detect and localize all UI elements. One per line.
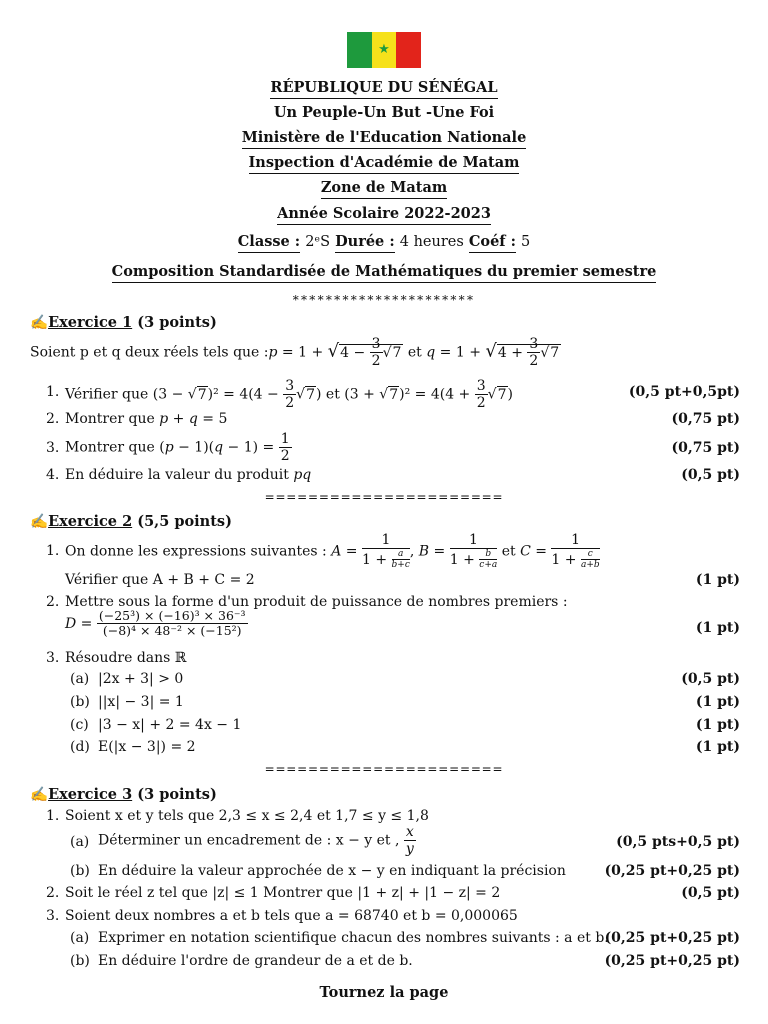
ex2-3c-text: |3 − x| + 2 = 4x − 1 bbox=[98, 717, 242, 733]
pen-icon: ✍ bbox=[30, 315, 49, 331]
ex1-item1-num: 1. bbox=[46, 384, 60, 400]
ex3-1b-label: (b) bbox=[70, 863, 90, 879]
ex2-item1-verify: Vérifier que A + B + C = 2 bbox=[65, 572, 255, 588]
senegal-flag-icon bbox=[347, 32, 421, 68]
ex3-item1-text: Soient x et y tels que 2,3 ≤ x ≤ 2,4 et 1,7 ≤ y ≤ 1,8 bbox=[65, 808, 429, 824]
ex1-item1-text: Vérifier que (3 − √7)² = 4(4 − $\frac{3}{2}$ √7) et (3 + √7)² = 4(4 + $\frac{3}{2}$ √7) bbox=[65, 378, 513, 412]
ex2-3a-pts: (0,5 pt) bbox=[681, 671, 740, 687]
ex3-1a-label: (a) bbox=[70, 834, 90, 850]
ex3-label: Exercice 3 bbox=[48, 786, 133, 803]
ex1-label: Exercice 1 bbox=[48, 314, 133, 331]
ex2-item1-num: 1. bbox=[46, 543, 60, 559]
ex1-item3-text: Montrer que (p − 1)(q − 1) = $\frac{1}{2}$ bbox=[65, 431, 290, 465]
ex1-item3-num: 3. bbox=[46, 440, 60, 456]
ex3-1a-pts: (0,5 pts+0,5 pt) bbox=[616, 834, 740, 850]
ex3-3b-text: En déduire l'ordre de grandeur de a et de b. bbox=[98, 953, 413, 969]
annee-heading: Année Scolaire 2022-2023 bbox=[277, 205, 491, 225]
ex2-item2-num: 2. bbox=[46, 594, 60, 610]
ex2-item3-text: Résoudre dans ℝ bbox=[65, 650, 187, 666]
ex1-item3-pts: (0,75 pt) bbox=[671, 440, 740, 456]
coef-label: Coéf : bbox=[469, 233, 516, 253]
ex3-3a-pts: (0,25 pt+0,25 pt) bbox=[604, 930, 740, 946]
ex2-3c-label: (c) bbox=[70, 717, 89, 733]
ministere-heading: Ministère de l'Education Nationale bbox=[242, 129, 527, 149]
ex1-item4-pts: (0,5 pt) bbox=[681, 467, 740, 483]
inspection-heading: Inspection d'Académie de Matam bbox=[249, 154, 520, 174]
ex1-intro: Soient p et q deux réels tels que :p = 1 + √4 − $\frac{3}{2}$ √7 et q = 1 + √4 + $\frac{3}{2}$ √7 bbox=[30, 336, 560, 370]
zone-heading: Zone de Matam bbox=[321, 179, 447, 199]
ex1-item1-pts: (0,5 pt+0,5pt) bbox=[628, 384, 740, 400]
ex3-3a-label: (a) bbox=[70, 930, 90, 946]
ex3-item3-text: Soient deux nombres a et b tels que a = 68740 et b = 0,000065 bbox=[65, 908, 518, 924]
pen-icon: ✍ bbox=[30, 514, 49, 530]
ex1-title bbox=[30, 314, 217, 331]
ex3-item2-num: 2. bbox=[46, 885, 60, 901]
ex2-points: (5,5 points) bbox=[137, 513, 232, 530]
ex2-item1-text: On donne les expressions suivantes : A = 1 1 + $\frac{a}{b+c}$ , B = 1 1 + $\frac{b}{c+a}$ et C = 1 1 + $\frac{c}{a+b}$ bbox=[65, 532, 600, 571]
ex2-3a-text: |2x + 3| > 0 bbox=[98, 671, 184, 687]
ex1-item4-num: 4. bbox=[46, 467, 60, 483]
separator-2: ====================== bbox=[264, 762, 504, 776]
ex2-3b-text: ||x| − 3| = 1 bbox=[98, 694, 184, 710]
exam-info bbox=[0, 233, 768, 250]
ex3-item2-text: Soit le réel z tel que |z| ≤ 1 Montrer que |1 + z| + |1 − z| = 2 bbox=[65, 885, 501, 901]
ex3-3b-label: (b) bbox=[70, 953, 90, 969]
ex2-label: Exercice 2 bbox=[48, 513, 133, 530]
duree-value: 4 heures bbox=[399, 234, 464, 250]
ex3-1a-text: Déterminer un encadrement de : x − y et , $\frac{x}{y}$ bbox=[98, 824, 414, 858]
ex2-3d-text: E(|x − 3|) = 2 bbox=[98, 739, 196, 755]
pen-icon: ✍ bbox=[30, 787, 49, 803]
ex3-item2-pts: (0,5 pt) bbox=[681, 885, 740, 901]
ex2-item3-num: 3. bbox=[46, 650, 60, 666]
ex1-points: (3 points) bbox=[137, 314, 217, 331]
ex2-item2-text: Mettre sous la forme d'un produit de puissance de nombres premiers : bbox=[65, 594, 568, 610]
coef-value: 5 bbox=[521, 234, 531, 250]
star-icon: ★ bbox=[378, 42, 390, 58]
ex3-title bbox=[30, 786, 217, 803]
ex3-points: (3 points) bbox=[137, 786, 217, 803]
devise: Un Peuple-Un But -Une Foi bbox=[273, 104, 495, 121]
ex2-3b-label: (b) bbox=[70, 694, 90, 710]
ex3-item1-num: 1. bbox=[46, 808, 60, 824]
ex1-item4-text: En déduire la valeur du produit pq bbox=[65, 467, 312, 483]
ex2-3c-pts: (1 pt) bbox=[695, 717, 740, 733]
duree-label: Durée : bbox=[335, 233, 395, 253]
ex2-3d-pts: (1 pt) bbox=[695, 739, 740, 755]
ex2-3d-label: (d) bbox=[70, 739, 90, 755]
ex2-title bbox=[30, 513, 232, 530]
ex1-item2-num: 2. bbox=[46, 411, 60, 427]
separator-1: ====================== bbox=[264, 490, 504, 504]
ex2-3b-pts: (1 pt) bbox=[695, 694, 740, 710]
exam-title: Composition Standardisée de Mathématiques du premier semestre bbox=[112, 263, 657, 283]
ex3-1b-text: En déduire la valeur approchée de x − y en indiquant la précision bbox=[98, 863, 566, 879]
ex3-3a-text: Exprimer en notation scientifique chacun des nombres suivants : a et b. bbox=[98, 930, 609, 946]
classe-value: 2ᵉS bbox=[305, 234, 331, 250]
ex1-item2-text: Montrer que p + q = 5 bbox=[65, 411, 228, 427]
ex2-item2-pts: (1 pt) bbox=[695, 620, 740, 636]
footer-turn-page: Tournez la page bbox=[319, 984, 449, 1001]
ex3-item3-num: 3. bbox=[46, 908, 60, 924]
ex1-item2-pts: (0,75 pt) bbox=[671, 411, 740, 427]
republique-heading: RÉPUBLIQUE DU SÉNÉGAL bbox=[270, 79, 497, 99]
ex3-3b-pts: (0,25 pt+0,25 pt) bbox=[604, 953, 740, 969]
ex2-item1-pts: (1 pt) bbox=[695, 572, 740, 588]
classe-label: Classe : bbox=[238, 233, 300, 253]
ex2-3a-label: (a) bbox=[70, 671, 90, 687]
ex2-item2-formula: D = $\frac{\text{(−25³) × (−16)³ × 36⁻³}}{\text{(−8)⁴ × 48⁻² × (−15²)}}$ bbox=[65, 608, 246, 639]
stars-divider: ********************** bbox=[292, 293, 476, 307]
ex3-1b-pts: (0,25 pt+0,25 pt) bbox=[604, 863, 740, 879]
